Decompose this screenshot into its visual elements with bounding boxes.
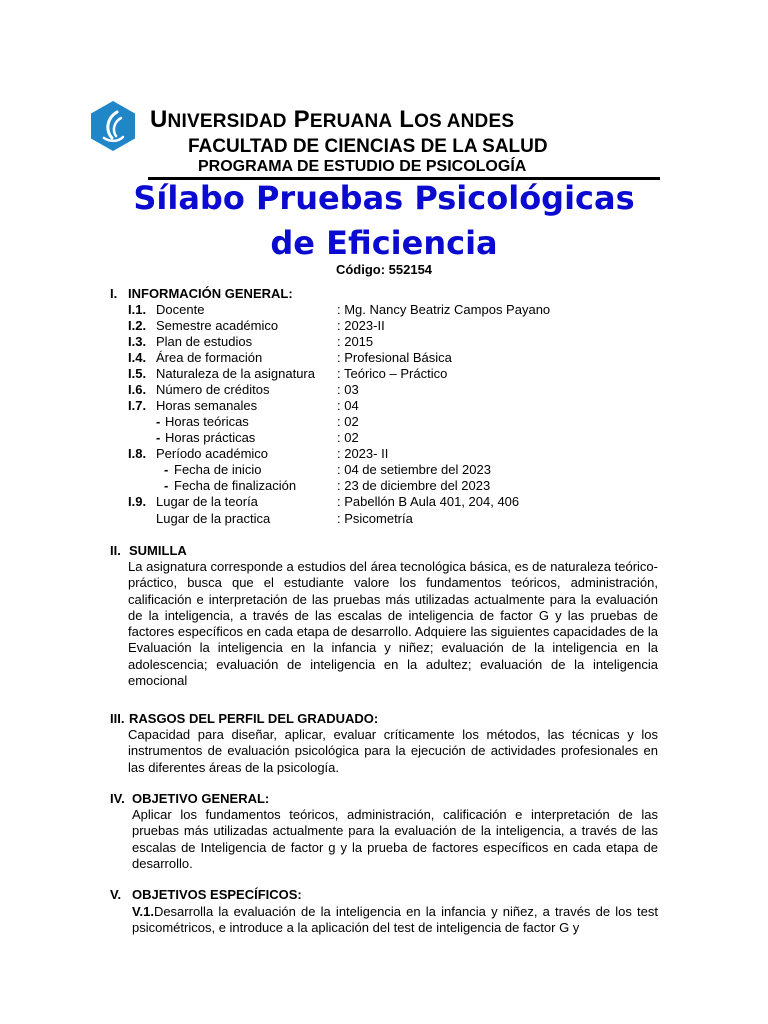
section-title: SUMILLA (129, 543, 187, 558)
row-number: I.9. (128, 494, 147, 509)
section-sumilla-heading (110, 543, 187, 558)
section-title: INFORMACIÓN GENERAL: (128, 286, 293, 301)
uni-w3-rest: OS ANDES (414, 111, 515, 132)
university-name (150, 106, 514, 134)
row-label: Plan de estudios (156, 334, 253, 349)
row-value: : 04 (337, 398, 359, 413)
uni-w3-cap: L (399, 106, 415, 133)
objetivo-especifico-1 (132, 904, 658, 937)
row-label: Período académico (156, 446, 269, 461)
row-number: I.5. (128, 366, 147, 381)
program-name: PROGRAMA DE ESTUDIO DE PSICOLOGÍA (198, 158, 527, 175)
row-value: : 03 (337, 382, 359, 397)
course-code: Código: 552154 (335, 262, 433, 277)
row-label: Horas prácticas (165, 430, 256, 445)
row-value: : 04 de setiembre del 2023 (337, 462, 491, 477)
row-label: Fecha de inicio (174, 462, 262, 477)
faculty-name: FACULTAD DE CIENCIAS DE LA SALUD (188, 136, 548, 157)
objective-number: V.1. (132, 904, 154, 919)
row-label: Lugar de la practica (156, 511, 271, 526)
row-label: Fecha de finalización (174, 478, 297, 493)
row-bullet: - (156, 414, 161, 429)
section-title: OBJETIVOS ESPECÍFICOS: (132, 887, 302, 902)
row-number: I.1. (128, 302, 147, 317)
row-number: I.6. (128, 382, 147, 397)
section-title: RASGOS DEL PERFIL DEL GRADUADO: (129, 711, 379, 726)
row-value: : Psicometría (337, 511, 413, 526)
row-label: Horas teóricas (165, 414, 249, 429)
uni-w1-cap: U (150, 106, 168, 133)
row-value: : 02 (337, 430, 359, 445)
row-label: Horas semanales (156, 398, 258, 413)
row-bullet: - (164, 478, 169, 493)
section-number: III. (110, 711, 125, 726)
row-value: : 2023- II (337, 446, 389, 461)
row-value: : Mg. Nancy Beatriz Campos Payano (337, 302, 551, 317)
section-number: II. (110, 543, 121, 558)
row-number: I.3. (128, 334, 147, 349)
row-label: Lugar de la teoría (156, 494, 258, 509)
row-label: Docente (156, 302, 205, 317)
section-number: I. (110, 286, 118, 301)
section-title: OBJETIVO GENERAL: (132, 791, 270, 806)
row-label: Semestre académico (156, 318, 279, 333)
objetivo-general-text: Aplicar los fundamentos teóricos, administración, calificación e interpretación de las pruebas más utilizadas actualmente para la evaluación de la inteligencia, a través de las escalas de Inteligencia de factor g y la prueba de factores específicos en cada etapa de desarrollo. (132, 807, 658, 871)
section-objetivo-general-heading (110, 791, 269, 806)
syllabus-title (0, 176, 768, 266)
objective-text: Desarrolla la evaluación de la inteligencia en la infancia y niñez, a través de los test psicométricos, e introduce a la aplicación del test de inteligencia de factor G y (132, 904, 658, 936)
syllabus-title-line2: de Eficiencia (270, 224, 498, 262)
row-number: I.7. (128, 398, 147, 413)
university-logo-icon (90, 100, 136, 152)
row-value: : 2015 (337, 334, 374, 349)
row-label: Número de créditos (156, 382, 270, 397)
row-label: Naturaleza de la asignatura (156, 366, 315, 381)
section-objetivos-especificos-heading (110, 887, 302, 902)
section-number: IV. (110, 791, 125, 806)
row-value: : Teórico – Práctico (337, 366, 448, 381)
row-value: : 2023-II (337, 318, 385, 333)
row-bullet: - (156, 430, 161, 445)
rasgos-text: Capacidad para diseñar, aplicar, evaluar críticamente los métodos, las técnicas y los instrumentos de evaluación psicológica para la ejecución de actividades profesionales en las diferentes áreas de la psicología. (128, 727, 658, 775)
sumilla-text: La asignatura corresponde a estudios del área tecnológica básica, es de naturaleza teórico-práctico, busca que el estudiante valore los fundamentos teóricos, administración, calificación e interpretación de las pruebas más utilizadas actualmente para la evaluación de la inteligencia, a través de las escalas de inteligencia de factor G y las pruebas de factores específicos en cada etapa de desarrollo. Adquiere las siguientes capacidades de la Evaluación la inteligencia en la infancia y niñez; evaluación de la inteligencia en la adolescencia; evaluación de inteligencia en la adultez; evaluación de la inteligencia emocional (128, 559, 658, 689)
row-value: : 02 (337, 414, 359, 429)
row-value: : Profesional Básica (337, 350, 452, 365)
section-info-general-heading (110, 286, 293, 301)
row-number: I.4. (128, 350, 147, 365)
row-bullet: - (164, 462, 169, 477)
row-number: I.2. (128, 318, 147, 333)
row-number: I.8. (128, 446, 147, 461)
row-label: Área de formación (156, 350, 263, 365)
row-value: : Pabellón B Aula 401, 204, 406 (337, 494, 520, 509)
syllabus-title-line1: Sílabo Pruebas Psicológicas (133, 179, 635, 217)
section-number: V. (110, 887, 122, 902)
uni-w2-rest: ERUANA (309, 111, 393, 132)
uni-w1-rest: NIVERSIDAD (167, 111, 287, 132)
section-rasgos-heading (110, 711, 378, 726)
uni-w2-cap: P (293, 106, 310, 133)
row-value: : 23 de diciembre del 2023 (337, 478, 491, 493)
